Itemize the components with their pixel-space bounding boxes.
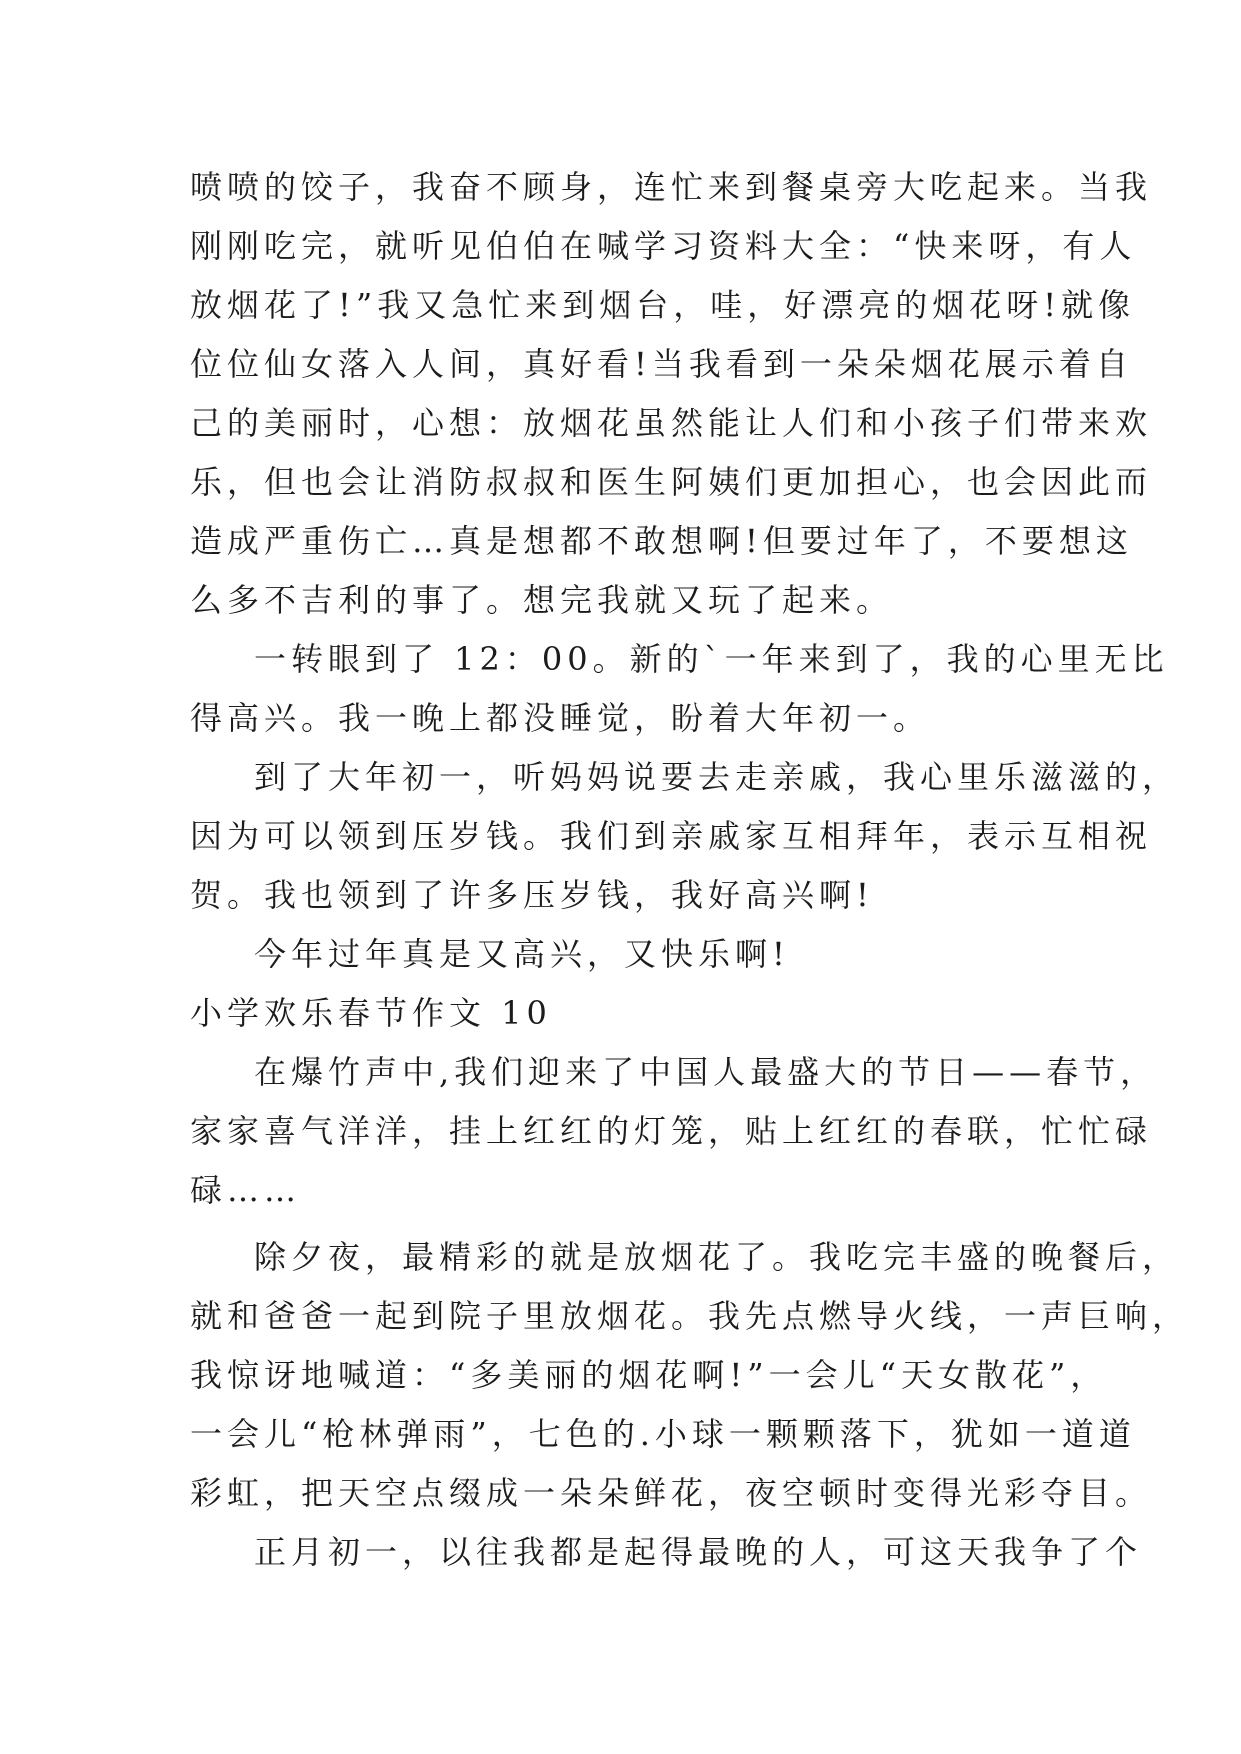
- paragraph-start-line: 今年过年真是又高兴，又快乐啊!: [254, 935, 790, 973]
- text-line: 彩虹，把天空点缀成一朵朵鲜花，夜空顿时变得光彩夺目。: [190, 1474, 1153, 1512]
- paragraph-start-line: 到了大年初一，听妈妈说要去走亲戚，我心里乐滋滋的，: [254, 758, 1180, 796]
- text-line: 位位仙女落入人间，真好看!当我看到一朵朵烟花展示着自: [190, 345, 1133, 383]
- text-line: 家家喜气洋洋，挂上红红的灯笼，贴上红红的春联，忙忙碌: [190, 1112, 1153, 1150]
- paragraph-start-line: 正月初一，以往我都是起得最晚的人，可这天我争了个: [254, 1533, 1143, 1571]
- document-body: [190, 158, 1190, 1582]
- text-line: 贺。我也领到了许多压岁钱，我好高兴啊!: [190, 876, 874, 914]
- text-line: 放烟花了!”我又急忙来到烟台，哇，好漂亮的烟花呀!就像: [190, 286, 1136, 324]
- text-line: 一会儿“枪林弹雨”，七色的.小球一颗颗落下，犹如一道道: [190, 1415, 1136, 1453]
- paragraph-start-line: 除夕夜，最精彩的就是放烟花了。我吃完丰盛的晚餐后，: [254, 1238, 1180, 1276]
- text-line: 因为可以领到压岁钱。我们到亲戚家互相拜年，表示互相祝: [190, 817, 1153, 855]
- text-line: 我惊讶地喊道：“多美丽的烟花啊!”一会儿“天女散花”，: [190, 1356, 1108, 1394]
- text-line: 就和爸爸一起到院子里放烟花。我先点燃导火线，一声巨响，: [190, 1297, 1190, 1335]
- text-line: 喷喷的饺子，我奋不顾身，连忙来到餐桌旁大吃起来。当我: [190, 168, 1153, 206]
- text-line: 造成严重伤亡…真是想都不敢想啊!但要过年了，不要想这: [190, 522, 1133, 560]
- section-title: 小学欢乐春节作文 10: [190, 994, 552, 1032]
- paragraph-start-line: 一转眼到了 12：00。新的`一年来到了，我的心里无比: [254, 640, 1169, 678]
- paragraph-start-line: 在爆竹声中,我们迎来了中国人最盛大的节日——春节，: [254, 1053, 1158, 1091]
- text-line: 碌……: [190, 1171, 302, 1209]
- text-line: 么多不吉利的事了。想完我就又玩了起来。: [190, 581, 894, 619]
- text-line: 得高兴。我一晚上都没睡觉，盼着大年初一。: [190, 699, 931, 737]
- text-line: 乐，但也会让消防叔叔和医生阿姨们更加担心，也会因此而: [190, 463, 1153, 501]
- text-line: 己的美丽时，心想：放烟花虽然能让人们和小孩子们带来欢: [190, 404, 1153, 442]
- text-line: 刚刚吃完，就听见伯伯在喊学习资料大全：“快来呀，有人: [190, 227, 1137, 265]
